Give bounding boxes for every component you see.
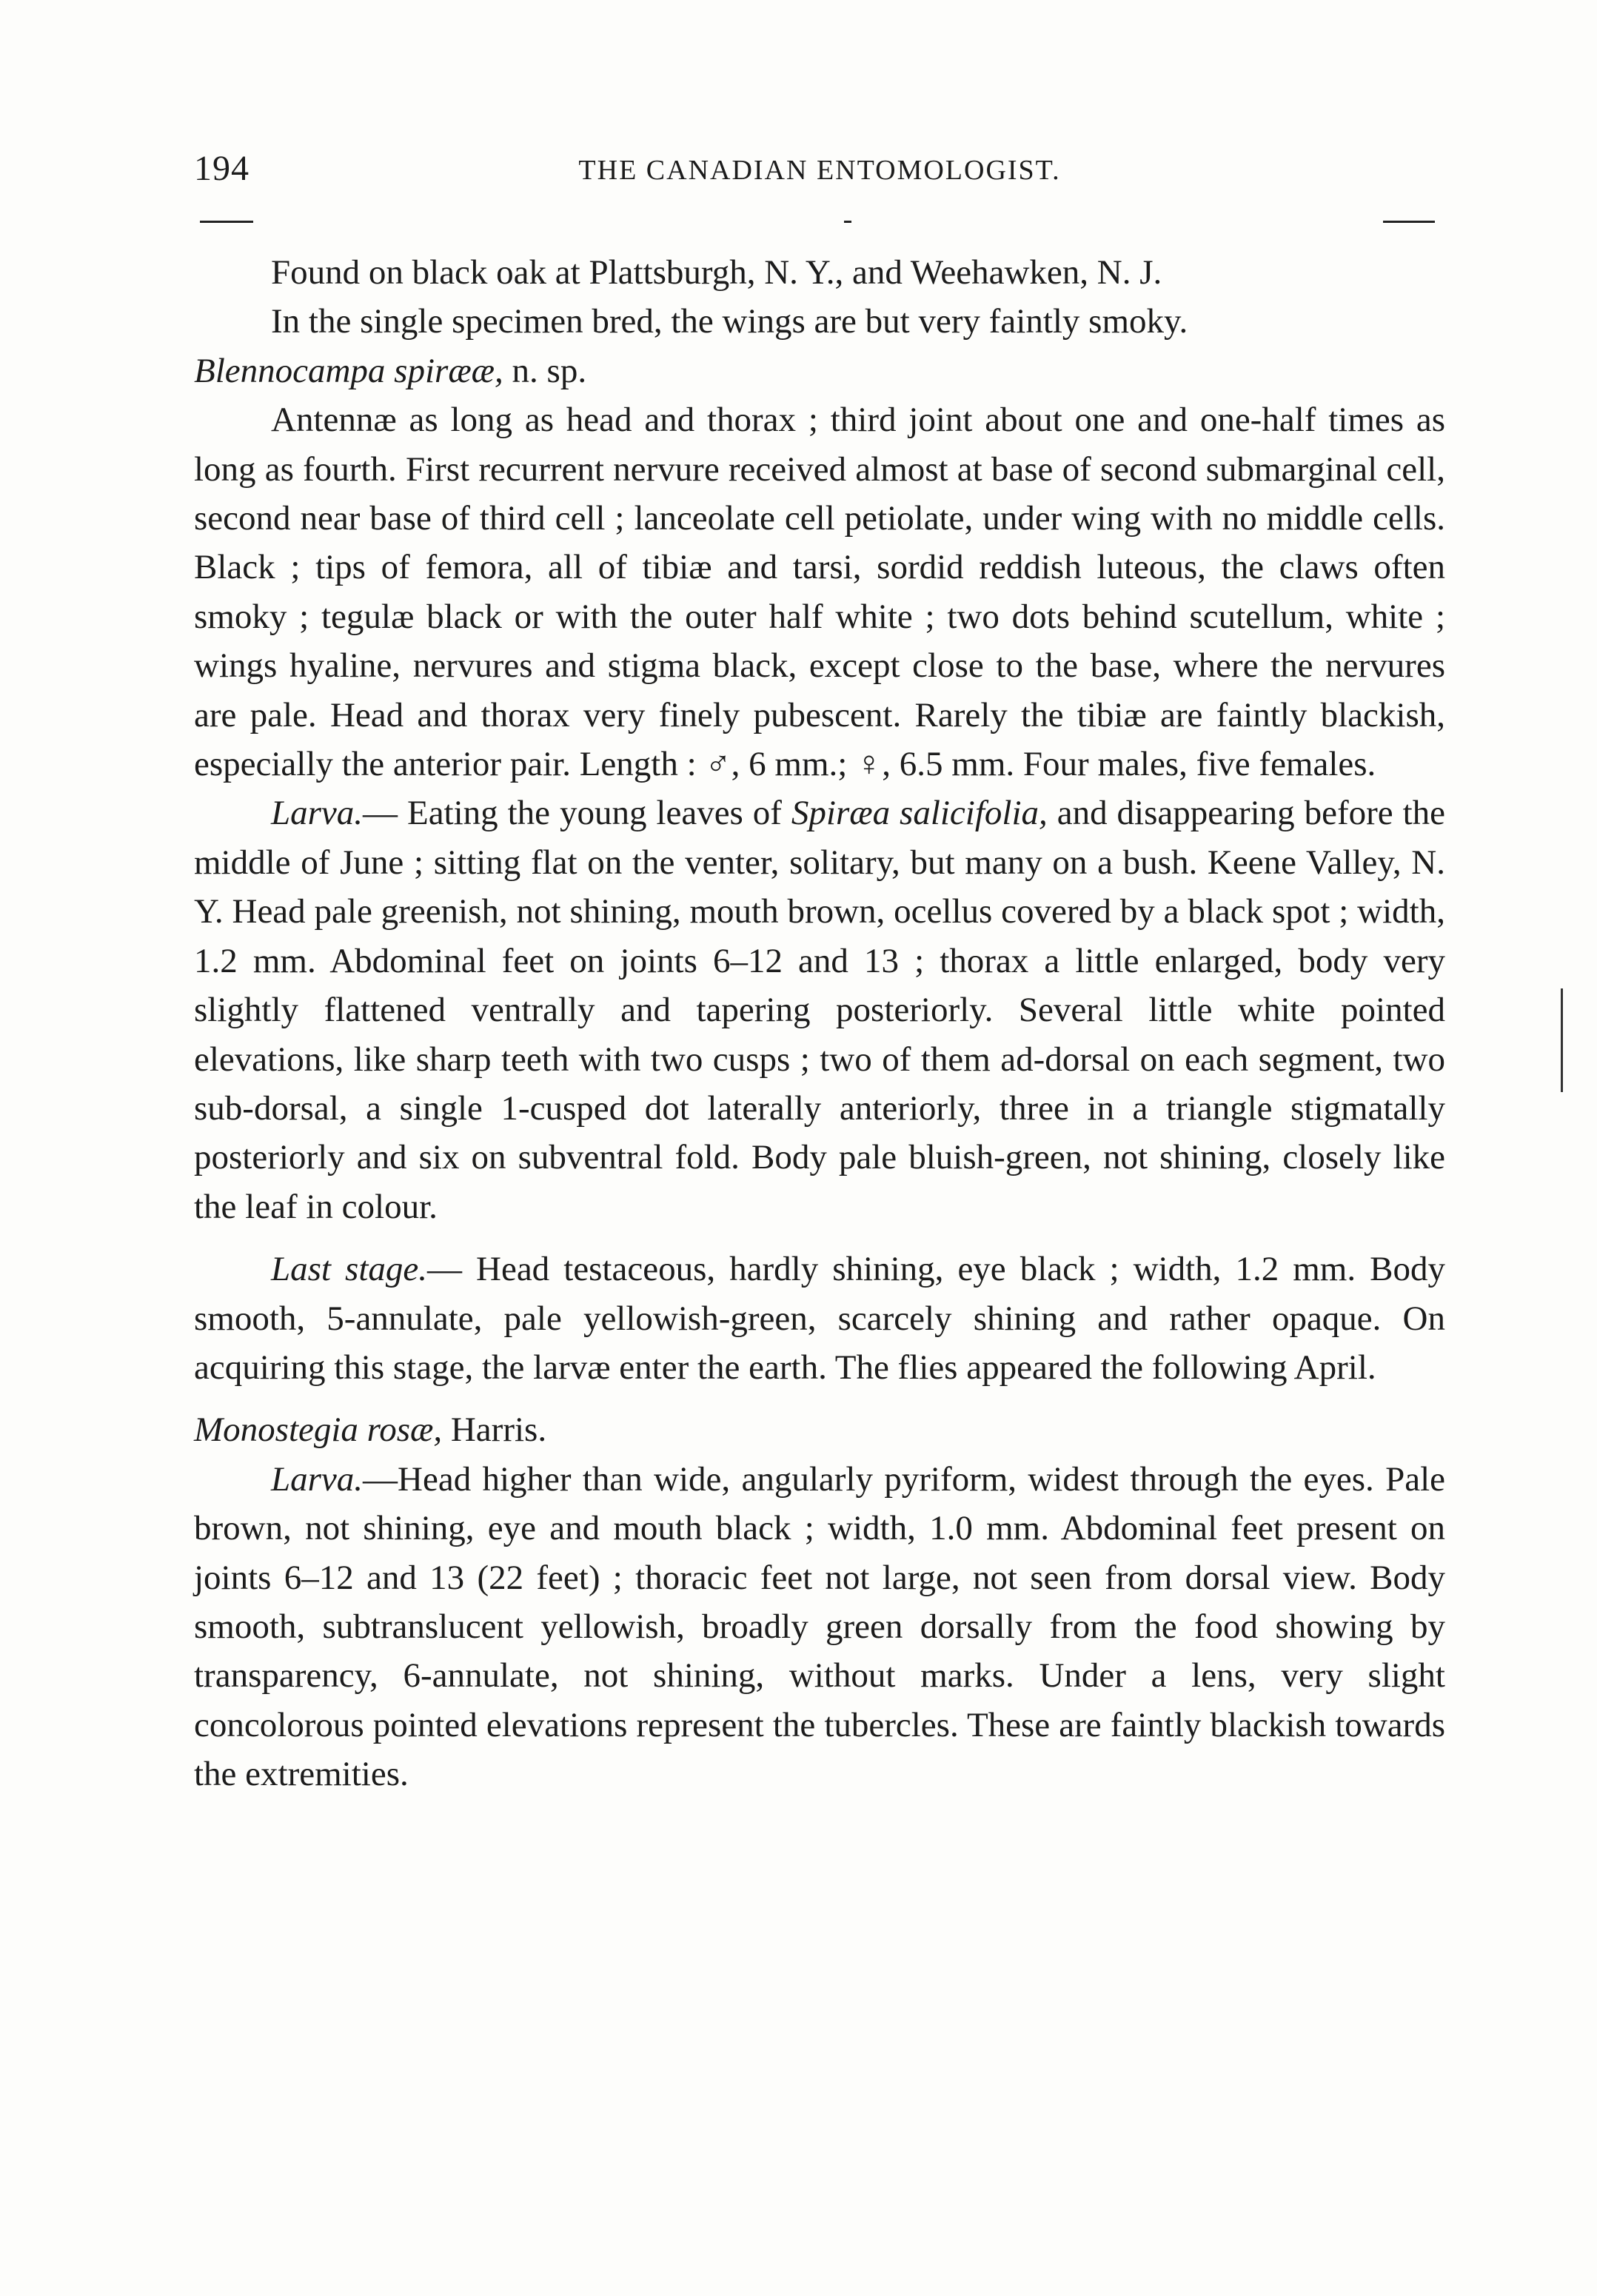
species-name-monostegia: Monostegia rosæ, — [194, 1410, 443, 1450]
running-title: THE CANADIAN ENTOMOLOGIST. — [578, 155, 1061, 186]
last-stage-text: — Head testaceous, hardly shining, eye black ; width, 1.2 mm. Body smooth, 5-annulate, pale yellowish-green, scarcely shining and rather opaque. On acquiring this stage, the larvæ enter the earth. The flies appeared the following April. — [194, 1250, 1445, 1387]
species-heading-blennocampa — [194, 347, 1445, 395]
margin-mark — [1561, 988, 1563, 1092]
paragraph-larva-monostegia — [194, 1455, 1445, 1799]
label-larva: Larva. — [271, 794, 364, 833]
header-rule-left — [200, 221, 253, 223]
label-larva-2: Larva. — [271, 1459, 364, 1499]
species-note-blennocampa: n. sp. — [503, 351, 587, 390]
species-author-monostegia: Harris. — [442, 1410, 547, 1450]
larva-text-a: — Eating the young leaves of — [363, 794, 791, 833]
species-heading-monostegia — [194, 1405, 1445, 1454]
paragraph-description: Antennæ as long as head and thorax ; third joint about one and one-half times as long as fourth. First recurrent nervure received almost at base of second submarginal cell, second near base of third cell ; lanceolate cell petiolate, under wing with no middle cells. Black ; tips of femora, all of tibiæ and tarsi, sordid reddish luteous, the claws often smoky ; tegulæ black or with the outer half white ; two dots behind scutellum, white ; wings hyaline, nervures and stigma black, except close to the base, where the nervures are pale. Head and thorax very finely pubescent. Rarely the tibiæ are faintly blackish, especially the anterior pair. Length : ♂, 6 mm.; ♀, 6.5 mm. Four males, five females. — [194, 401, 1445, 784]
label-last-stage: Last stage. — [271, 1250, 427, 1289]
page-body — [194, 248, 1445, 1799]
paragraph-larva-blennocampa — [194, 789, 1445, 1231]
header-rule-mid — [844, 221, 851, 223]
page-number: 194 — [194, 149, 250, 188]
paragraph-single-specimen: In the single specimen bred, the wings are but very faintly smoky. — [271, 302, 1188, 341]
larva-text-b: and disappearing before the middle of June ; sitting flat on the venter, solitary, but many on a bush. Keene Valley, N. Y. Head pale greenish, not shining, mouth brown, ocellus covered by a black spot ; width, 1.2 mm. Abdominal feet on joints 6–12 and 13 ; thorax a little enlarged, body very slightly flattened ventrally and tapering posteriorly. Several little white pointed elevations, like sharp teeth with two cusps ; two of them ad-dorsal on each segment, two sub-dorsal, a single 1-cusped dot laterally anteriorly, three in a triangle stigmatally posteriorly and six on subventral fold. Body pale bluish-green, not shining, closely like the leaf in colour. — [194, 794, 1445, 1226]
larva-2-text: —Head higher than wide, angularly pyriform, widest through the eyes. Pale brown, not shining, eye and mouth black ; width, 1.0 mm. Abdominal feet present on joints 6–12 and 13 (22 feet) ; thoracic feet not large, not seen from dorsal view. Body smooth, subtranslucent yellowish, broadly green dorsally from the food showing by transparency, 6-annulate, not shining, without marks. Under a lens, very slight concolorous pointed elevations represent the tubercles. These are faintly blackish towards the extremities. — [194, 1459, 1445, 1794]
paragraph-last-stage — [194, 1245, 1445, 1392]
header-rule-right — [1383, 221, 1435, 223]
page-header — [194, 148, 1445, 207]
species-name-blennocampa: Blennocampa spirææ, — [194, 351, 503, 390]
host-plant-name: Spiræa salicifolia, — [791, 794, 1048, 833]
paragraph-found: Found on black oak at Plattsburgh, N. Y., and Weehawken, N. J. — [271, 253, 1162, 292]
